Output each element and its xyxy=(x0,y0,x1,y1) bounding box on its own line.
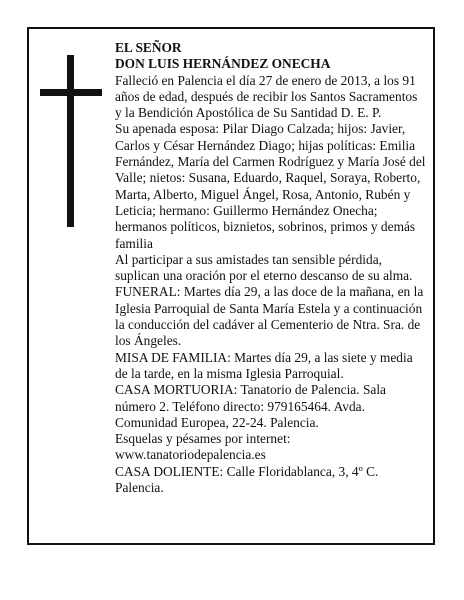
cross-vertical-bar xyxy=(67,55,74,227)
funeral-paragraph: FUNERAL: Martes día 29, a las doce de la mañana, en la Iglesia Parroquial de Santa María Estela y a continuación la conducción del cadáver al Cementerio de Ntra. Sra. de los Ángeles. xyxy=(115,284,424,349)
obituary-frame xyxy=(27,27,435,545)
family-paragraph: Su apenada esposa: Pilar Diago Calzada; hijos: Javier, Carlos y César Hernández Diago; hijas políticas: Emilia Fernández, María del Carmen Rodríguez y María José del Valle; nietos: Susana, Eduardo, Raquel, Soraya, Roberto, Marta, Alberto, Miguel Ángel, Rosa, Antonio, Rubén y Leticia; hermano: Guillermo Hernández Onecha; hermanos políticos, biznietos, sobrinos, primos y demás familia xyxy=(115,121,426,251)
death-notice-paragraph: Falleció en Palencia el día 27 de enero de 2013, a los 91 años de edad, después de recibir los Santos Sacramentos y la Bendición Apostólica de Su Santidad D. E. P. xyxy=(115,72,418,121)
internet-condolences-paragraph: Esquelas y pésames por internet: www.tanatoriodepalencia.es xyxy=(115,431,291,463)
deceased-title: EL SEÑOR xyxy=(115,40,182,55)
request-prayer-paragraph: Al participar a sus amistades tan sensible pérdida, suplican una oración por el eterno descanso de su alma. xyxy=(115,251,413,284)
funeral-home-paragraph: CASA MORTUORIA: Tanatorio de Palencia. Sala número 2. Teléfono directo: 979165464. Avda. Comunidad Europea, 22-24. Palencia. xyxy=(115,382,386,430)
cross-icon xyxy=(40,55,102,227)
obituary-text xyxy=(115,40,427,496)
cross-horizontal-bar xyxy=(40,89,102,96)
mourning-house-paragraph: CASA DOLIENTE: Calle Floridablanca, 3, 4º C. Palencia. xyxy=(115,463,379,496)
deceased-name: DON LUIS HERNÁNDEZ ONECHA xyxy=(115,56,331,72)
family-mass-paragraph: MISA DE FAMILIA: Martes día 29, a las siete y media de la tarde, en la misma Iglesia Parroquial. xyxy=(115,349,413,381)
